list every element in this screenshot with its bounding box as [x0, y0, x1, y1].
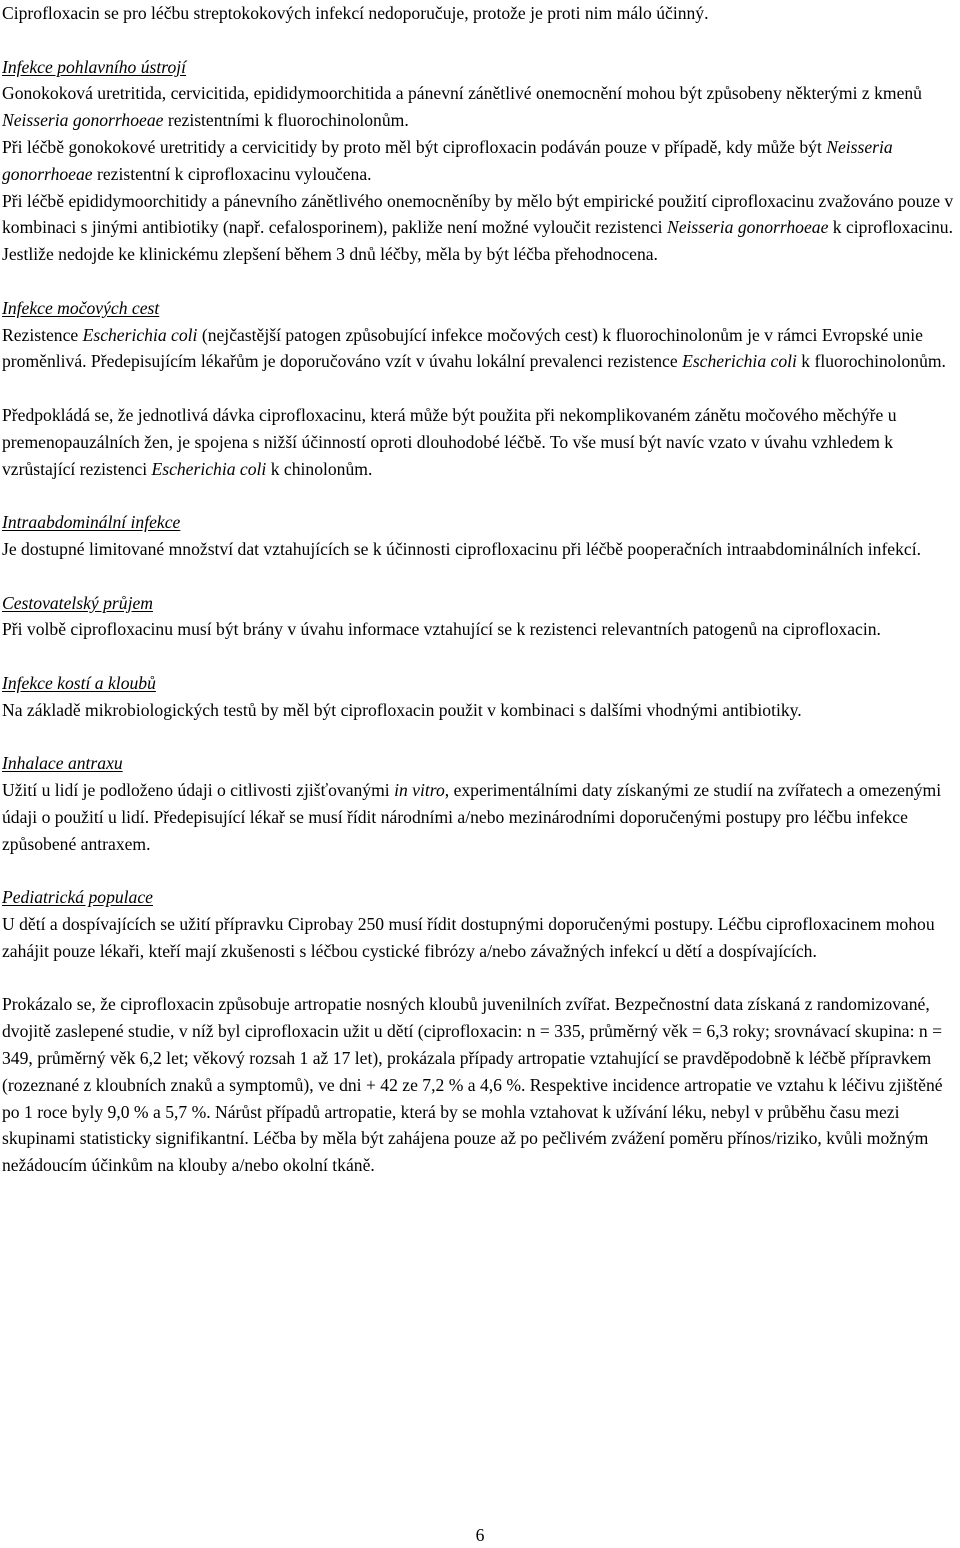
paragraph [2, 991, 954, 1179]
text-run: Prokázalo se, že ciprofloxacin způsobuje artropatie nosných kloubů juvenilních zvířat. Bezpečnostní data získaná z randomizované, dvojitě zaslepené studie, v níž byl ciprofloxacin užit u dětí (ciprofloxacin: n = 335, průměrný věk = 6,3 roky; srovnávací skupina: n = 349, průměrný věk 6,2 let; věkový rozsah 1 až 17 let), prokázala případy artropatie vztahující se pravděpodobně k léčbě přípravkem (rozeznané z kloubních znaků a symptomů), ve dni + 42 ze 7,2 % a 4,6 %. Respektive incidence artropatie ve vztahu k léčivu zjištěné po 1 roce byly 9,0 % a 5,7 %. Nárůst případů artropatie, která by se mohla vztahovat k užívání léku, nebyl v průběhu času mezi skupinami statisticky signifikantní. Léčba by měla být zahájena pouze až po pečlivém zvážení poměru přínos/riziko, kvůli možným nežádoucím účinkům na klouby a/nebo okolní tkáně. [2, 994, 943, 1176]
paragraph-gap [2, 858, 954, 885]
text-run: Užití u lidí je podloženo údaji o citlivosti zjišťovanými [2, 780, 395, 801]
italic-term: Escherichia coli [682, 351, 797, 372]
paragraph [2, 697, 954, 724]
paragraph [2, 402, 954, 482]
text-run: Při léčbě gonokokové uretritidy a cervicitidy by proto měl být ciprofloxacin podáván pouze v případě, kdy může být [2, 136, 827, 157]
paragraph [2, 322, 954, 376]
text-run: Ciprofloxacin se pro léčbu streptokokových infekcí nedoporučuje, protože je proti nim málo účinný. [2, 3, 709, 23]
italic-term: Escherichia coli [82, 324, 198, 345]
text-run: Předpokládá se, že jednotlivá dávka ciprofloxacinu, která může být použita při nekomplikovaném zánětu močového měchýře u premenopauzálních žen, je spojena s nižší účinností oproti dlouhodobé léčbě. To vše musí být navíc vzato v úvahu vzhledem k vzrůstající rezistenci [2, 404, 897, 479]
text-run: rezistentní k ciprofloxacinu vyloučena. [92, 163, 372, 184]
text-run: Jestliže nedojde ke klinickému zlepšení během 3 dnů léčby, měla by být léčba přehodnocena. [2, 244, 658, 265]
paragraph-gap [2, 965, 954, 992]
text-run: k ciprofloxacinu. [828, 217, 953, 238]
paragraph [2, 241, 954, 268]
section-heading: Infekce pohlavního ústrojí [2, 56, 187, 77]
paragraph [2, 616, 954, 643]
text-run: k fluorochinolonům. [796, 351, 946, 372]
section-heading: Infekce kostí a kloubů [2, 672, 156, 693]
paragraph [2, 80, 954, 134]
paragraph [2, 0, 954, 27]
section-heading: Inhalace antraxu [2, 753, 123, 774]
paragraph [2, 777, 954, 857]
italic-term: Neisseria gonorrhoeae [666, 217, 829, 238]
text-run: U dětí a dospívajících se užití přípravku Ciprobay 250 musí řídit dostupnými doporučenými postupy. Léčbu ciprofloxacinem mohou zahájit pouze lékaři, kteří mají zkušenosti s léčbou cystické fibrózy a/nebo závažných infekcí u dětí a dospívajících. [2, 914, 935, 961]
document-page [2, 0, 954, 1179]
text-run: Rezistence [2, 324, 83, 345]
italic-term: in vitro [394, 780, 445, 801]
text-run: Při léčbě epididymoorchitidy a pánevního zánětlivého onemocněníby by mělo být empirické použití ciprofloxacinu zvažováno pouze v kombinaci s jinými antibiotiky (např. cefalosporinem), pakliže není možné vyloučit rezistenci [2, 190, 954, 238]
paragraph-gap [2, 268, 954, 295]
paragraph [2, 188, 954, 242]
paragraph-gap [2, 563, 954, 590]
italic-term: Neisseria gonorrhoeae [2, 136, 893, 184]
section-heading: Cestovatelský průjem [2, 592, 153, 613]
text-run: , experimentálními daty získanými ze studií na zvířatech a omezenými údaji o použití u lidí. Předepisující lékař se musí řídit národními a/nebo mezinárodními doporučenými postupy pro léčbu infekce způsobené antraxem. [2, 780, 942, 854]
paragraph-gap [2, 724, 954, 751]
text-run: rezistentními k fluorochinolonům. [163, 110, 409, 131]
section-heading: Intraabdominální infekce [2, 512, 181, 533]
paragraph-gap [2, 375, 954, 402]
paragraph-gap [2, 482, 954, 509]
text-run: k chinolonům. [266, 458, 373, 479]
text-run: Gonokoková uretritida, cervicitida, epididymoorchitida a pánevní zánětlivé onemocnění mohou být způsobeny některými z kmenů [2, 83, 922, 104]
section-heading: Infekce močových cest [2, 297, 160, 318]
paragraph [2, 911, 954, 965]
paragraph-gap [2, 27, 954, 54]
page-number: 6 [475, 1525, 485, 1545]
paragraph [2, 536, 954, 563]
italic-term: Escherichia coli [151, 458, 267, 479]
section-heading: Pediatrická populace [2, 887, 153, 908]
text-run: Při volbě ciprofloxacinu musí být brány v úvahu informace vztahující se k rezistenci relevantních patogenů na ciprofloxacin. [2, 619, 881, 640]
paragraph-gap [2, 643, 954, 670]
text-run: (nejčastější patogen způsobující infekce močových cest) k fluorochinolonům je v rámci Evropské unie proměnlivá. Předepisujícím lékařům je doporučováno vzít v úvahu lokální prevalenci rezistence [2, 324, 923, 372]
text-run: Je dostupné limitované množství dat vztahujících se k účinnosti ciprofloxacinu při léčbě pooperačních intraabdominálních infekcí. [2, 538, 921, 559]
italic-term: Neisseria gonorrhoeae [2, 110, 164, 131]
text-run: Na základě mikrobiologických testů by měl být ciprofloxacin použit v kombinaci s dalšími vhodnými antibiotiky. [2, 699, 802, 720]
paragraph [2, 134, 954, 188]
